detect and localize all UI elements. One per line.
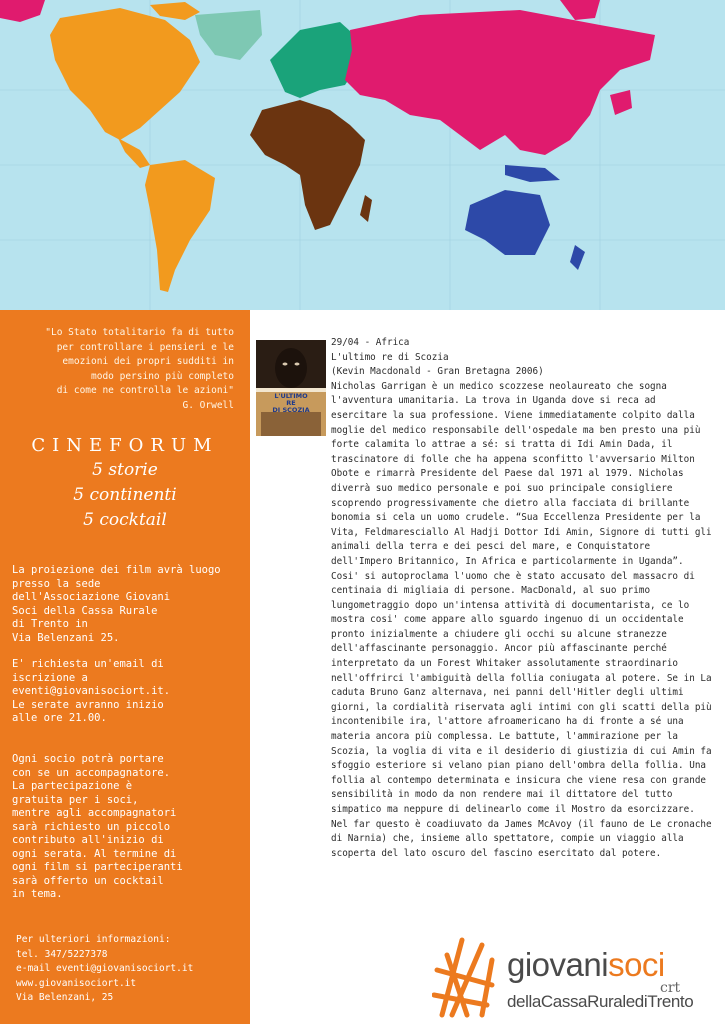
venue-text: La proiezione dei film avrà luogo presso la sede dell'Associazione Giovani Soci della Cassa Rurale di Trento in Via Belenzani 25.: [12, 564, 221, 644]
guest-note-text: Ogni socio potrà portare con se un accompagnatore. La partecipazione è gratuita per i soci, mentre agli accompagnatori sarà richiesto un piccolo contributo all'inizio di ogni serata. Al termine di ogni film si parteciperanti sarà offerto un cocktail in tema.: [12, 753, 183, 900]
poster-title-line: L'ULTIMO: [274, 392, 308, 400]
world-map: [0, 0, 725, 310]
film-article: [331, 336, 717, 861]
cineforum-title-block: [0, 434, 250, 533]
world-map-graphic: [0, 0, 725, 310]
article-credits: (Kevin Macdonald - Gran Bretagna 2006): [331, 366, 544, 378]
contact-address: Via Belenzani, 25: [16, 992, 114, 1003]
quote-line: modo persino più completo: [91, 370, 234, 382]
logo-brand-a: giovani: [507, 946, 609, 983]
article-body: Nicholas Garrigan è un medico scozzese neolaureato che sogna l'avventura umanitaria. La trova in Uganda dove si reca ad esercitare la sua professione. Viene immediatamente colpito dalla moglie del medico responsabile dell'ospedale ma ben presto una più forte calamita lo attrae a sé: si tratta di Idi Amin Dada, il trascinatore di folle che ha appena sconfitto l'avversario Milton Obote e rimarrà Presidente del Paese dal 1971 al 1979. Nicholas diverrà suo medico personale e poi suo principale consigliere scoprendo progressivamente che dietro alla facciata di brillante bonomia si cela un uomo crudele. “Sua Eccellenza Presidente per la Vita, Feldmaresciallo Al Hadji Dottor Idi Amin, Signore di tutti gli animali della terra e dei pesci del mare, e Conquistatore dell'Impero Britannico, In Africa e particolarmente in Uganda”. Cosi' si autoproclama l'uomo che è stato accusato del massacro di centinaia di migliaia di persone. MacDonald, al suo primo lungometraggio dopo un'intensa attività di documentarista, ce lo mostra cosi' come appare allo sguardo ingenuo di un occidentale pronto inizialmente a chiudere gli occhi su alcune stranezze dell'affascinante personaggio. Ancor più affascinante perché interpretato da un Forest Whitaker assolutamente straordinario nell'offrirci l'ambiguità della follia coniugata al potere. Se in La caduta Bruno Ganz alternava, nei panni dell'Hitler degli ultimi giorni, la cordialità riservata agli intimi con gli scatti della più incontenibile ira, l'attore afroamericano ha di fronte a sé una materia ancora più complessa. Le battute, l'ammirazione per la Scozia, la voglia di vita e il desiderio di giustizia di cui Amin fa sfoggio esteriore si velano pian piano dell'ombra della follia. Una follia al contempo determinata e insicura che viene resa con grande sensibilità in modo da non rendere mai il dittatore del tutto simpatico ma neppure di delinearlo come il Mostro da esorcizzare. Nel far questo è coadiuvato da James McAvoy (il fauno de Le cronache di Narnia) che, insieme allo spettatore, compie un viaggio alla scoperta del lato oscuro del fascino esercitato dal potere.: [331, 380, 712, 859]
logo-brand-b: soci: [608, 946, 665, 983]
venue-info: [12, 564, 244, 645]
contact-email[interactable]: e-mail eventi@giovanisociort.it: [16, 963, 194, 974]
guest-info: [12, 753, 244, 902]
contacts-heading: Per ulteriori informazioni:: [16, 934, 171, 945]
cineforum-subtitle-line: 5 cocktail: [83, 510, 167, 530]
article-film-title: L'ultimo re di Scozia: [331, 351, 449, 363]
logo-mark-icon: [432, 930, 502, 1020]
giovani-soci-logo: [432, 930, 717, 1020]
sidebar: [0, 310, 250, 1024]
cineforum-subtitle-line: 5 storie: [92, 460, 158, 480]
quote-line: di come ne controlla le azioni": [56, 385, 234, 396]
article-date: 29/04 - Africa: [331, 337, 410, 348]
film-poster: [256, 340, 326, 436]
email-info: [12, 658, 244, 726]
poster-title-line: RE: [286, 399, 296, 407]
quote-line: "Lo Stato totalitario fa di tutto: [45, 327, 234, 338]
contact-phone: tel. 347/5227378: [16, 948, 108, 960]
quote-block: [34, 326, 234, 413]
quote-line: emozioni dei propri sudditi in: [62, 356, 234, 367]
cineforum-title: CINEFORUM: [31, 435, 219, 456]
contacts-block: [16, 933, 193, 1006]
email-note-text: E' richiesta un'email di iscrizione a eventi@giovanisociort.it. Le serate avranno inizio alle ore 21.00.: [12, 658, 171, 724]
logo-brand: [507, 946, 665, 984]
quote-author: G. Orwell: [182, 399, 234, 411]
cineforum-subtitle-line: 5 continenti: [73, 485, 177, 505]
quote-line: per controllare i pensieri e le: [56, 341, 234, 353]
poster-title-line: DI SCOZIA: [272, 406, 310, 414]
contact-website[interactable]: www.giovanisociort.it: [16, 977, 137, 989]
logo-subtitle: dellaCassaRuralediTrento: [507, 992, 694, 1011]
film-poster-image: [256, 340, 326, 436]
logo-crt: crt: [660, 980, 681, 996]
